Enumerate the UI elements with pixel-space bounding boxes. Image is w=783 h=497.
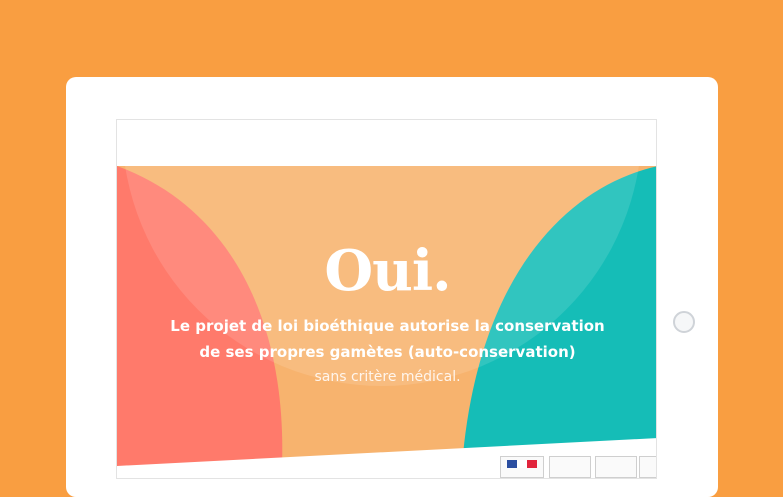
hero-text-line-1: Le projet de loi bioéthique autorise la conservation: [170, 317, 605, 335]
hero-banner: [117, 166, 657, 466]
hero-headline: Oui.: [324, 238, 451, 304]
flag-white-icon: [517, 460, 527, 468]
flag-red-icon: [527, 460, 537, 468]
hero-background: [117, 166, 657, 466]
flag-blue-icon: [507, 460, 517, 468]
partner-logo: [595, 456, 637, 478]
hero-text-line-2: de ses propres gamètes (auto-conservation): [199, 343, 576, 361]
tablet-screen: [116, 119, 657, 479]
french-republic-logo: [500, 456, 544, 478]
partner-logo: [639, 456, 657, 478]
partner-logo: [549, 456, 591, 478]
hero-text-line-3: sans critère médical.: [314, 369, 461, 385]
home-button-icon[interactable]: [673, 311, 695, 333]
